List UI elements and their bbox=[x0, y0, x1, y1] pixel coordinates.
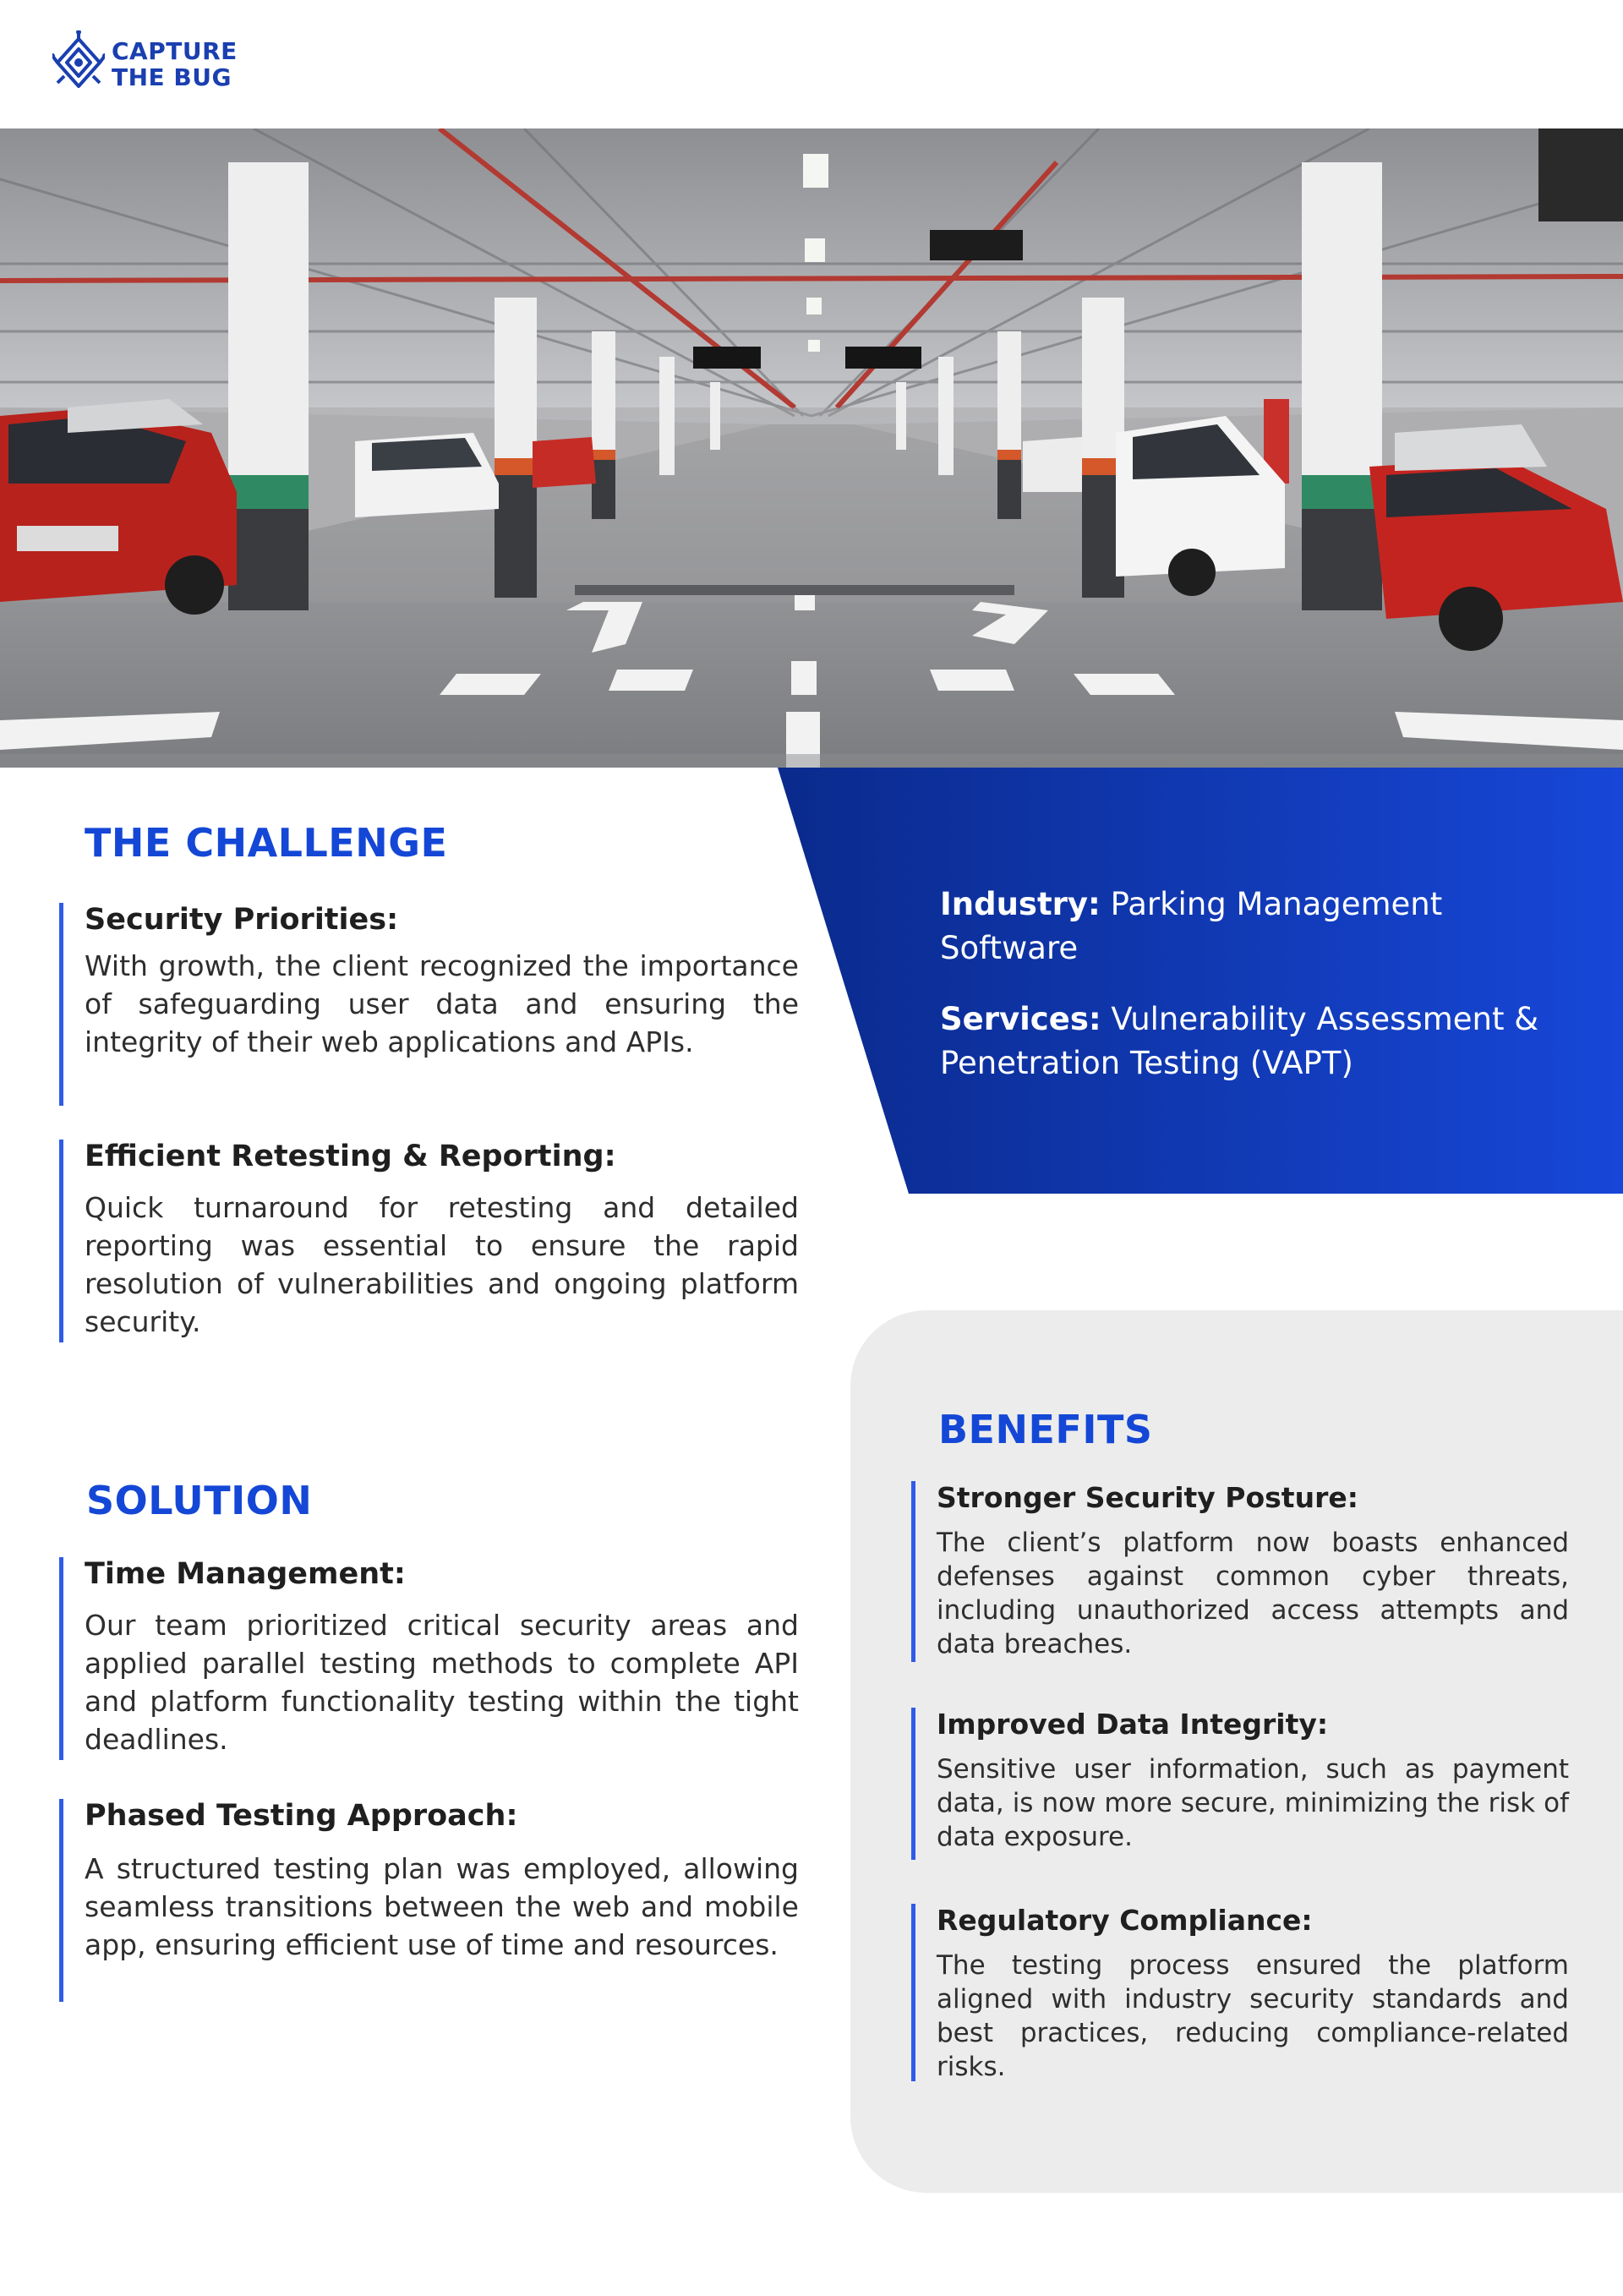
solution-item-text: A structured testing plan was employed, allowing seamless transitions between the web and mobile app, ensuring efficient use of time and resources. bbox=[85, 1852, 799, 1961]
brand-name bbox=[112, 38, 238, 90]
parking-garage-photo-icon bbox=[0, 128, 1623, 768]
services-info bbox=[940, 998, 1582, 1085]
benefit-item-text: The testing process ensured the platform aligned with industry security standards and best practices, reducing compliance-related risks. bbox=[937, 1950, 1569, 2082]
challenge-item-heading: Security Priorities: bbox=[85, 903, 399, 937]
challenge-item-text: With growth, the client recognized the importance of safeguarding user data and ensuring the integrity of their web applications and APIs. bbox=[85, 949, 799, 1058]
benefits-title: BENEFITS bbox=[938, 1407, 1153, 1452]
solution-item-time-management bbox=[59, 1557, 799, 1760]
challenge-item-retesting-reporting bbox=[59, 1140, 799, 1342]
challenge-item-text: Quick turnaround for retesting and detailed reporting was essential to ensure the rapid resolution of vulnerabilities and ongoing platform security. bbox=[85, 1191, 799, 1338]
benefit-item-text: Sensitive user information, such as payment data, is now more secure, minimizing the risk of data exposure. bbox=[937, 1754, 1569, 1852]
challenge-item-heading: Efficient Retesting & Reporting: bbox=[85, 1140, 616, 1173]
solution-item-text: Our team prioritized critical security areas and applied parallel testing methods to complete API and platform functionality testing within the tight deadlines. bbox=[85, 1609, 799, 1756]
bug-shield-icon bbox=[52, 30, 105, 98]
benefit-item-text: The client’s platform now boasts enhanced defenses against common cyber threats, including unauthorized access attempts and data breaches. bbox=[937, 1528, 1569, 1659]
brand-line-2: THE BUG bbox=[112, 63, 232, 91]
solution-item-heading: Time Management: bbox=[85, 1557, 406, 1591]
industry-label: Industry: bbox=[940, 886, 1101, 922]
brand-logo bbox=[52, 30, 238, 98]
hero-parking-garage-image bbox=[0, 128, 1623, 768]
services-value: Vulnerability Assessment & Penetration Testing (VAPT) bbox=[940, 1001, 1539, 1081]
industry-info bbox=[940, 883, 1582, 970]
benefit-item-heading: Stronger Security Posture: bbox=[937, 1481, 1358, 1514]
benefit-item-regulatory-compliance bbox=[911, 1904, 1569, 2081]
solution-item-phased-testing bbox=[59, 1799, 799, 2002]
brand-line-1: CAPTURE bbox=[112, 37, 238, 65]
solution-item-heading: Phased Testing Approach: bbox=[85, 1799, 518, 1833]
industry-value: Parking Management Software bbox=[940, 886, 1443, 966]
benefit-item-data-integrity bbox=[911, 1708, 1569, 1860]
challenge-title: THE CHALLENGE bbox=[85, 820, 448, 866]
services-label: Services: bbox=[940, 1001, 1101, 1037]
challenge-item-security-priorities bbox=[59, 903, 799, 1106]
solution-title: SOLUTION bbox=[86, 1478, 313, 1523]
benefit-item-security-posture bbox=[911, 1481, 1569, 1662]
benefit-item-heading: Regulatory Compliance: bbox=[937, 1904, 1313, 1937]
benefit-item-heading: Improved Data Integrity: bbox=[937, 1708, 1329, 1741]
